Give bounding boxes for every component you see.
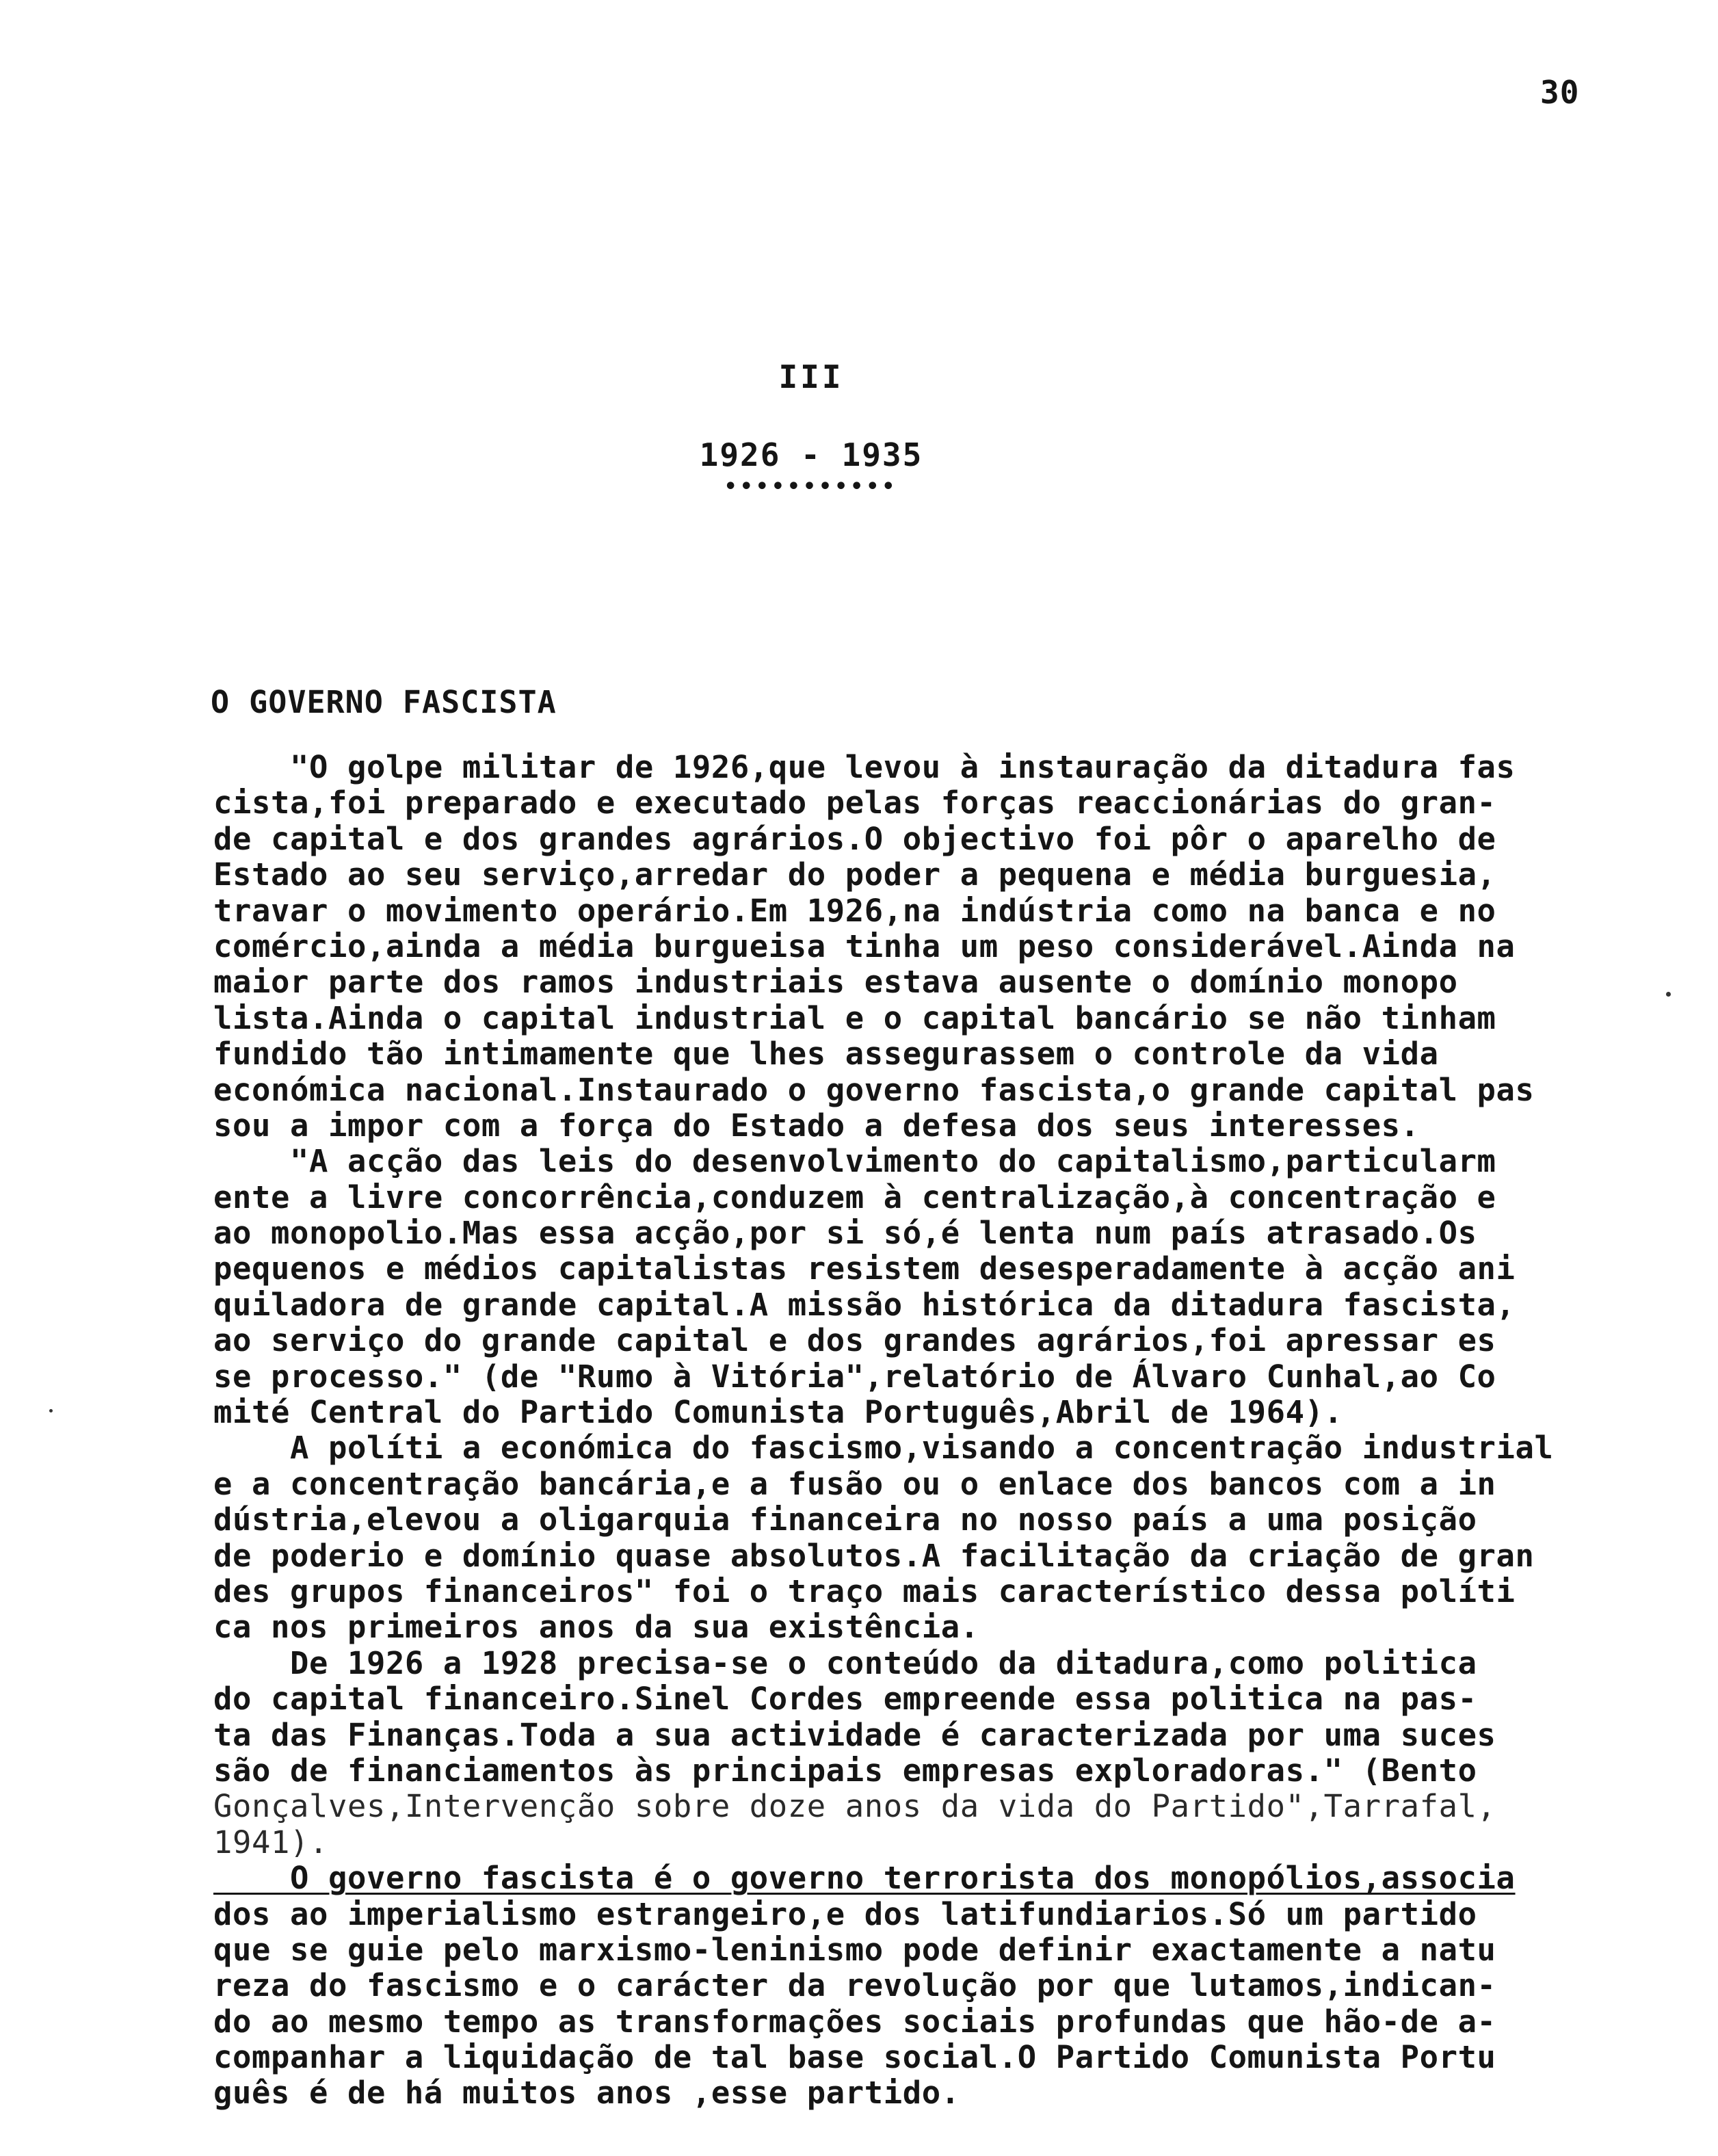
text-line: fundido tão intimamente que lhes assegurassem o controle da vida — [213, 1036, 1439, 1073]
text-line: económica nacional.Instaurado o governo fascista,o grande capital pas — [213, 1071, 1535, 1108]
text-line: A políti a económica do fascismo,visando a concentração industrial — [213, 1430, 1554, 1467]
text-line: dústria,elevou a oligarquia financeira no nosso país a uma posição — [213, 1501, 1477, 1538]
page-number: 30 — [1540, 74, 1580, 111]
text-line: pequenos e médios capitalistas resistem desesperadamente à acção ani — [213, 1250, 1516, 1287]
text-line: Gonçalves,Intervenção sobre doze anos da vida do Partido",Tarrafal, — [213, 1788, 1496, 1825]
text-line: guês é de há muitos anos ,esse partido. — [213, 2075, 960, 2112]
chapter-number: III — [778, 358, 844, 395]
text-line: do capital financeiro.Sinel Cordes empreende essa politica na pas- — [213, 1681, 1477, 1718]
text-line: De 1926 a 1928 precisa-se o conteúdo da ditadura,como politica — [213, 1644, 1477, 1681]
text-line: sou a impor com a força do Estado a defesa dos seus interesses. — [213, 1107, 1420, 1144]
text-line: maior parte dos ramos industriais estava ausente o domínio monopo — [213, 964, 1458, 1001]
text-line: Estado ao seu serviço,arredar do poder a pequena e média burguesia, — [213, 856, 1496, 893]
text-line: ta das Finanças.Toda a sua actividade é caracterizada por uma suces — [213, 1716, 1496, 1753]
text-line: dos ao imperialismo estrangeiro,e dos latifundiarios.Só um partido — [213, 1895, 1477, 1932]
text-line: ao serviço do grande capital e dos grandes agrários,foi apressar es — [213, 1322, 1496, 1359]
text-line: ao monopolio.Mas essa acção,por si só,é lenta num país atrasado.Os — [213, 1215, 1477, 1252]
text-line: travar o movimento operário.Em 1926,na indústria como na banca e no — [213, 892, 1496, 929]
text-line: e a concentração bancária,e a fusão ou o enlace dos bancos com a in — [213, 1465, 1496, 1502]
ink-speck — [49, 1409, 53, 1412]
text-line: "O golpe militar de 1926,que levou à instauração da ditadura fas — [213, 749, 1516, 785]
underlined-text-line: O governo fascista é o governo terrorista dos monopólios,associa — [213, 1860, 1516, 1897]
text-line: 1941). — [213, 1824, 328, 1861]
text-line: lista.Ainda o capital industrial e o capital bancário se não tinham — [213, 999, 1496, 1036]
text-line: ca nos primeiros anos da sua existência. — [213, 1609, 979, 1646]
chapter-years-underline: ••••••••••• — [724, 475, 898, 499]
section-heading: O GOVERNO FASCISTA — [211, 684, 557, 720]
text-line: mité Central do Partido Comunista Português,Abril de 1964). — [213, 1394, 1343, 1431]
text-line: comércio,ainda a média burgueisa tinha um peso considerável.Ainda na — [213, 928, 1516, 964]
text-line: "A acção das leis do desenvolvimento do capitalismo,particularm — [213, 1143, 1496, 1180]
ink-speck — [1666, 992, 1671, 997]
text-line: cista,foi preparado e executado pelas forças reaccionárias do gran- — [213, 785, 1496, 821]
text-line: quiladora de grande capital.A missão histórica da ditadura fascista, — [213, 1286, 1516, 1323]
text-line: são de financiamentos às principais empresas exploradoras." (Bento — [213, 1752, 1477, 1789]
text-line: se processo." (de "Rumo à Vitória",relatório de Álvaro Cunhal,ao Co — [213, 1358, 1496, 1395]
text-line: des grupos financeiros" foi o traço mais característico dessa políti — [213, 1573, 1516, 1609]
text-line: do ao mesmo tempo as transformações sociais profundas que hão-de a- — [213, 2003, 1496, 2040]
text-line: ente a livre concorrência,conduzem à centralização,à concentração e — [213, 1179, 1496, 1215]
text-line: reza do fascismo e o carácter da revolução por que lutamos,indican- — [213, 1967, 1496, 2004]
text-line: companhar a liquidação de tal base social.O Partido Comunista Portu — [213, 2039, 1496, 2076]
body-text — [213, 750, 1622, 2112]
text-line: de poderio e domínio quase absolutos.A facilitação da criação de gran — [213, 1537, 1535, 1574]
chapter-years: 1926 - 1935 — [699, 436, 923, 473]
text-line: de capital e dos grandes agrários.O objectivo foi pôr o aparelho de — [213, 820, 1496, 857]
text-line: que se guie pelo marxismo-leninismo pode definir exactamente a natu — [213, 1931, 1496, 1968]
